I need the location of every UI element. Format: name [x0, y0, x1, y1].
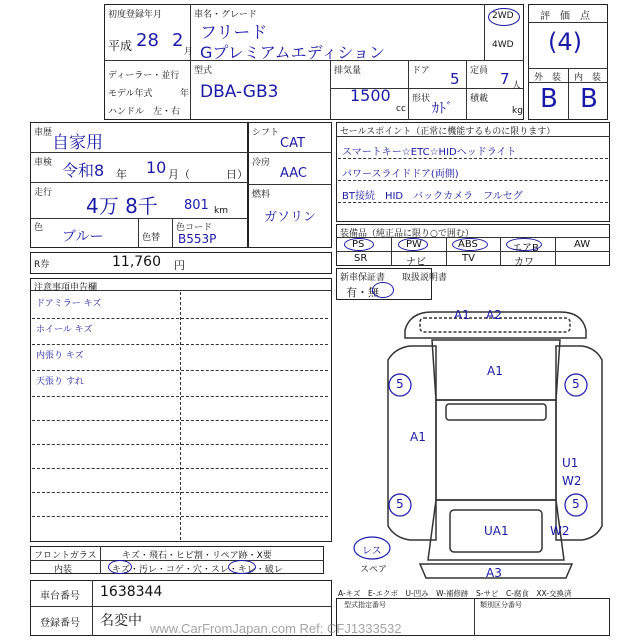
month-unit: 月: [184, 47, 194, 57]
form-label-b: 類別区分番号: [480, 601, 522, 609]
mileage-sub: 801: [184, 198, 209, 213]
chassis-value: 1638344: [100, 584, 163, 600]
ac-label: 冷房: [252, 158, 271, 168]
recycle-unit: 円: [174, 259, 185, 272]
equip-pw: PW: [406, 239, 422, 250]
usage-value: 自家用: [52, 133, 103, 153]
name-change-value: 名変中: [100, 613, 142, 629]
color-code-label: 色コード: [176, 223, 213, 233]
diag-mark-wheel-rr: 5: [572, 497, 580, 511]
first-reg-label: 初度登録年月: [108, 10, 163, 20]
usage-label: 車歴: [34, 128, 53, 138]
recycle-value: 11,760: [112, 254, 161, 270]
shape-label: 形状: [412, 94, 431, 104]
sales-line-3: BT接続 HID バックカメラ フルセグ: [342, 191, 523, 202]
sales-points-title: セールスポイント（正常に機能するものに限ります）: [340, 127, 556, 137]
interior-cond-label: 内装: [54, 565, 73, 575]
chassis-label: 車台番号: [40, 591, 80, 602]
inspection-label: 車検: [34, 158, 53, 168]
notes-title: 注意事項申告欄: [34, 283, 98, 293]
exterior-value: B: [540, 84, 558, 114]
diag-mark-rear: UA1: [484, 524, 509, 538]
shift-value: CAT: [280, 136, 305, 151]
diag-mark-wheel-fl: 5: [396, 377, 404, 391]
diag-mark-right-door: U1: [562, 456, 579, 470]
equip-airbag: エアB: [512, 243, 539, 254]
displacement-label: 排気量: [334, 66, 362, 76]
diag-mark-rear-bumper: A3: [486, 566, 502, 580]
diag-mark-wheel-rl: 5: [396, 497, 404, 511]
grade-title: 評 価 点: [540, 11, 590, 22]
fuel-label: 燃料: [252, 190, 271, 200]
ac-value: AAC: [280, 166, 307, 181]
inspection-year-unit: 年: [116, 168, 127, 181]
spare-value: レス: [362, 546, 382, 557]
color-value: ブルー: [62, 229, 104, 245]
equip-navi: ナビ: [406, 257, 426, 268]
color-code-value: B553P: [178, 232, 217, 246]
drive-4wd: 4WD: [492, 40, 514, 50]
note-line-4: 天張り すれ: [36, 377, 84, 387]
handle-label: ハンドル 左・右: [108, 107, 181, 117]
type-label: 型式: [194, 66, 213, 76]
color-label: 色: [34, 223, 44, 233]
diag-mark-rear-right: W2: [550, 524, 570, 538]
diag-mark-front-left: A1: [454, 308, 470, 322]
doors-label: ドア: [412, 66, 430, 76]
glass-label: フロントガラス: [34, 551, 97, 561]
car-name-label: 車名・グレード: [194, 10, 258, 20]
inspection-month: 10: [146, 158, 167, 177]
diag-mark-front-right: A2: [486, 308, 502, 322]
fuel-value: ガソリン: [264, 210, 317, 225]
grade: Gプレミアムエディション: [200, 43, 386, 62]
diag-mark-wheel-fr: 5: [572, 377, 580, 391]
first-reg-era: 平成: [108, 39, 133, 53]
interior-cond-options: キズ・汚レ・コゲ・穴・スレ・キレ・破レ: [112, 565, 283, 575]
diag-mark-hood: A1: [487, 364, 503, 378]
manual-label: 取扱説明書: [402, 273, 448, 283]
form-label-a: 型式指定番号: [344, 601, 386, 609]
equip-leather: カワ: [514, 257, 534, 268]
inspection-month-unit: 月（: [168, 168, 190, 181]
car-name: フリード: [200, 23, 268, 43]
displacement-value: 1500: [350, 86, 391, 105]
model-year-label: モデル年式: [108, 89, 153, 99]
km-unit: km: [214, 206, 228, 216]
glass-options: キズ・飛石・ヒビ割・リペア跡・X要: [122, 551, 272, 561]
damage-legend: A-キズ E-エクボ U-凹み W-補修跡 S-サビ C-腐食 XX-交換済: [338, 589, 572, 598]
first-reg-year: 28: [136, 30, 159, 51]
year-unit: 年: [180, 89, 190, 99]
sales-line-2: パワースライドドア(両側): [342, 169, 459, 180]
interior-label: 内 装: [574, 73, 602, 83]
first-reg-month: 2: [172, 30, 184, 51]
note-line-2: ホイール キズ: [36, 325, 93, 335]
cc-unit: cc: [396, 104, 406, 114]
inspection-day-unit: 日）: [226, 168, 248, 181]
capacity-value: 7: [500, 70, 510, 88]
equip-tv: TV: [462, 253, 475, 264]
diag-mark-left-door: A1: [410, 430, 426, 444]
grade-score: (4): [548, 28, 582, 56]
warranty-value: 有・無: [346, 286, 379, 299]
sales-line-1: スマートキー☆ETC☆HIDヘッドライト: [342, 147, 517, 158]
name-change-label: 登録番号: [40, 618, 80, 629]
inspection-era: 令和8: [62, 161, 105, 180]
diag-mark-right-rear: W2: [562, 474, 582, 488]
mileage-value: 4万 8千: [86, 194, 158, 218]
recycle-label: R券: [34, 260, 50, 270]
shape-value: ｶﾄﾞ: [432, 101, 453, 117]
capacity-unit: 人: [512, 81, 522, 91]
kg-unit: kg: [512, 106, 523, 116]
dealer-label: ディーラー・並行: [108, 71, 180, 81]
spare-label: スペア: [360, 565, 388, 575]
interior-value: B: [580, 84, 598, 114]
shift-label: シフト: [252, 128, 280, 138]
warranty-label: 新車保証書: [340, 273, 386, 283]
color-change-label: 色替: [142, 233, 161, 243]
equip-sr: SR: [354, 253, 368, 264]
watermark: www.CarFromJapan.com Ref: CFJ1333532: [150, 621, 402, 636]
type-value: DBA-GB3: [200, 82, 279, 102]
equip-aw: AW: [574, 239, 591, 250]
note-line-3: 内張り キズ: [36, 351, 84, 361]
equip-ps: PS: [352, 239, 365, 250]
doors-value: 5: [450, 70, 460, 88]
drive-2wd: 2WD: [492, 11, 514, 21]
capacity-label: 定員: [470, 66, 489, 76]
load-label: 積載: [470, 94, 489, 104]
note-line-1: ドアミラー キズ: [36, 299, 102, 309]
equipment-title: 装備品（純正品に限り○で囲む）: [340, 229, 474, 239]
exterior-label: 外 装: [534, 73, 562, 83]
equip-abs: ABS: [458, 239, 478, 250]
mileage-label: 走行: [34, 188, 53, 198]
